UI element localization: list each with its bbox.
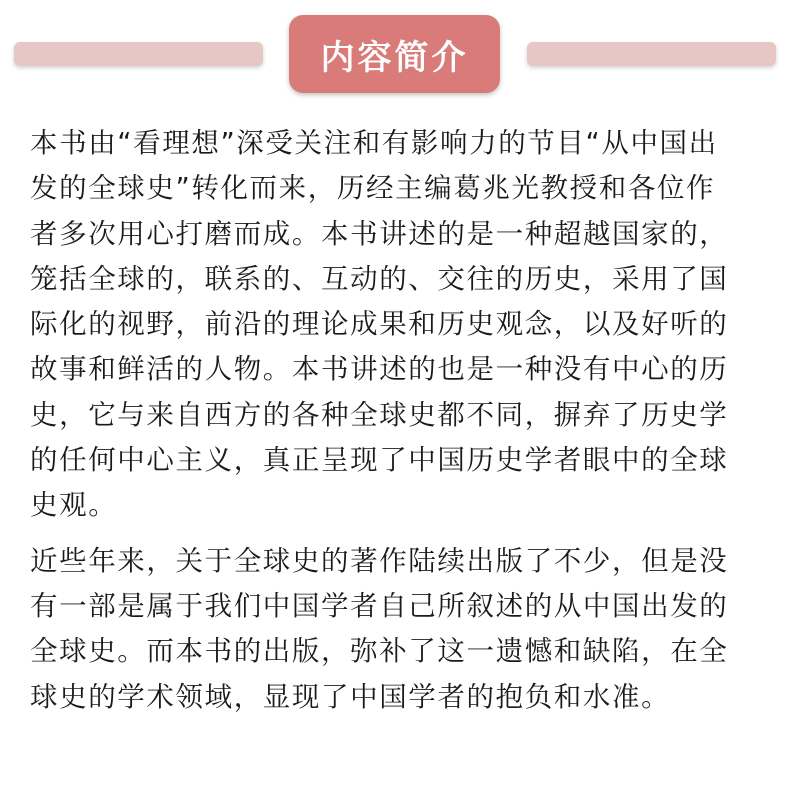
- section-title: 内容简介: [320, 37, 469, 78]
- introduction-body: [30, 121, 742, 720]
- section-header: [0, 0, 790, 110]
- section-title-badge: [289, 15, 500, 93]
- paragraph-1: 本书由“看理想”深受关注和有影响力的节目“从中国出发的全球史”转化而来，历经主编葛兆光教授和各位作者多次用心打磨而成。本书讲述的是一种超越国家的，笼括全球的，联系的、互动的、交往的历史，采用了国际化的视野，前沿的理论成果和历史观念，以及好听的故事和鲜活的人物。本书讲述的也是一种没有中心的历史，它与来自西方的各种全球史都不同，摒弃了历史学的任何中心主义，真正呈现了中国历史学者眼中的全球史观。: [30, 127, 729, 522]
- decorative-bar-right: [527, 42, 776, 66]
- paragraph-2: 近些年来，关于全球史的著作陆续出版了不少，但是没有一部是属于我们中国学者自己所叙述的从中国出发的全球史。而本书的出版，弥补了这一遗憾和缺陷，在全球史的学术领域，显现了中国学者的抱负和水准。: [30, 544, 729, 713]
- decorative-bar-left: [14, 42, 263, 66]
